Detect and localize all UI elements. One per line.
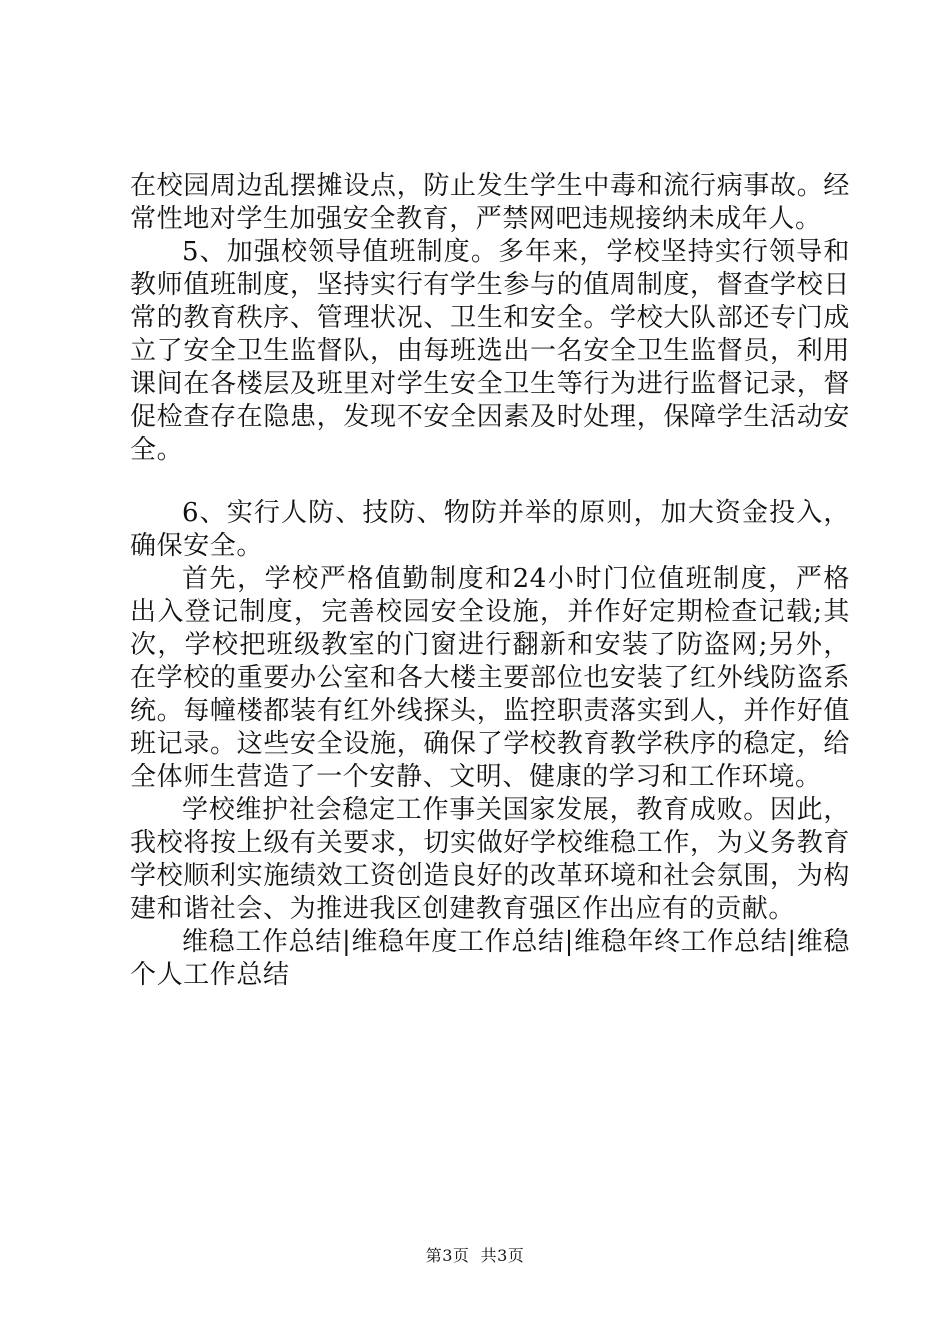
page-footer (0, 1243, 950, 1266)
paragraph-campus-surroundings: 在校园周边乱摆摊设点，防止发生学生中毒和流行病事故。经常性地对学生加强安全教育，严禁网吧违规接纳未成年人。 (130, 171, 850, 234)
document-body (130, 170, 850, 992)
paragraph-prevention-principle: 6、实行人防、技防、物防并举的原则，加大资金投入，确保安全。 (130, 498, 850, 561)
paragraph-related-titles: 维稳工作总结|维稳年度工作总结|维稳年终工作总结|维稳个人工作总结 (130, 927, 850, 990)
page-number: 第3页 共3页 (425, 1246, 525, 1265)
paragraph-conclusion: 学校维护社会稳定工作事关国家发展，教育成败。因此，我校将按上级有关要求，切实做好学校维稳工作，为义务教育学校顺利实施绩效工资创造良好的改革环境和社会氛围，为构建和谐社会、为推进我区创建教育强区作出应有的贡献。 (130, 795, 850, 924)
paragraph-leader-duty: 5、加强校领导值班制度。多年来，学校坚持实行领导和教师值班制度，坚持实行有学生参与的值周制度，督查学校日常的教育秩序、管理状况、卫生和安全。学校大队部还专门成立了安全卫生监督队，由每班选出一名安全卫生监督员，利用课间在各楼层及班里对学生安全卫生等行为进行监督记录，督促检查存在隐患，发现不安全因素及时处理，保障学生活动安全。 (130, 237, 850, 465)
paragraph-security-facilities: 首先，学校严格值勤制度和24小时门位值班制度，严格出入登记制度，完善校园安全设施，并作好定期检查记载;其次，学校把班级教室的门窗进行翻新和安装了防盗网;另外，在学校的重要办公室和各大楼主要部位也安装了红外线防盗系统。每幢楼都装有红外线探头，监控职责落实到人，并作好值班记录。这些安全设施，确保了学校教育教学秩序的稳定，给全体师生营造了一个安静、文明、健康的学习和工作环境。 (130, 564, 850, 792)
